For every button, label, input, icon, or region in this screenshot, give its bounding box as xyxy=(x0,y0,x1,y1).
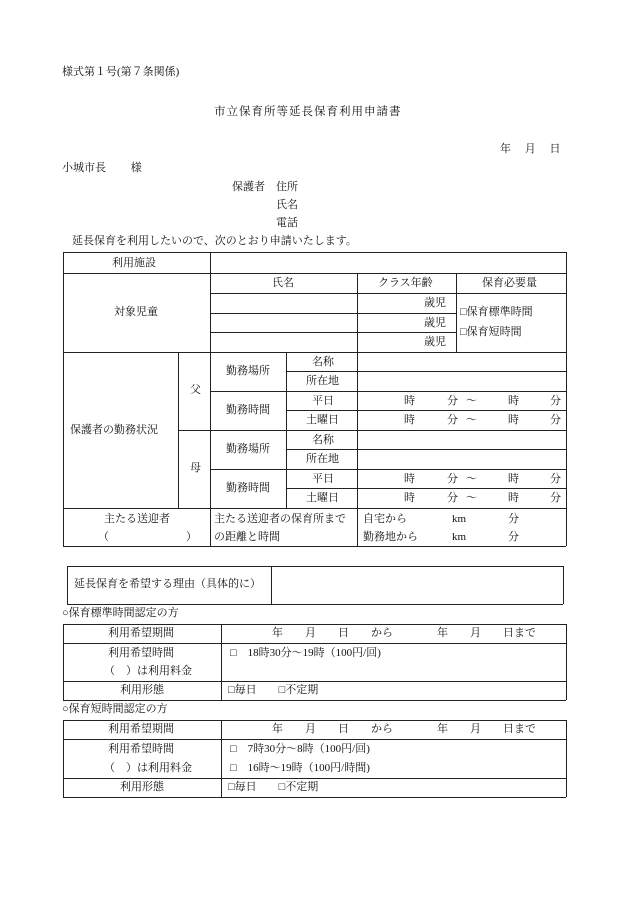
mother-saturday: 土曜日 xyxy=(306,492,339,504)
addressee: 小城市長 様 xyxy=(62,162,142,174)
child-label: 対象児童 xyxy=(114,306,158,318)
escort-paren: （ ） xyxy=(98,531,197,543)
short-time-label: 利用希望時間 xyxy=(108,743,174,755)
mother-hours-label: 勤務時間 xyxy=(226,482,270,494)
from-work: 勤務地から xyxy=(363,531,418,543)
mother-label: 母 xyxy=(190,462,201,474)
age-unit-1: 歳児 xyxy=(424,297,446,309)
work-status-label: 保護者の勤務状況 xyxy=(70,424,158,436)
facility-label: 利用施設 xyxy=(112,257,156,269)
escort-label: 主たる送迎者 xyxy=(104,513,170,525)
form-number: 様式第１号(第７条関係) xyxy=(62,66,180,78)
short-fee-label: （ ）は利用料金 xyxy=(104,762,192,774)
date-line: 年 月 日 xyxy=(500,143,561,155)
mother-weekday: 平日 xyxy=(312,473,334,485)
distance-label-1: 主たる送迎者の保育所まで xyxy=(214,513,346,525)
father-workplace-label: 勤務場所 xyxy=(226,365,270,377)
reason-label: 延長保育を希望する理由（具体的に） xyxy=(74,578,261,590)
short-option-1-checkbox[interactable]: □ 7時30分～8時（100円/回) xyxy=(230,743,370,755)
short-period-label: 利用希望期間 xyxy=(108,723,174,735)
name-label: 氏名 xyxy=(276,199,298,211)
guardian-label: 保護者 xyxy=(232,181,265,193)
document-title: 市立保育所等延長保育利用申請書 xyxy=(214,106,402,118)
from-home-km: km xyxy=(452,513,467,525)
standard-option-1-checkbox[interactable]: □ 18時30分～19時（100円/回) xyxy=(230,647,381,659)
distance-label-2: の距離と時間 xyxy=(214,531,280,543)
col-class-age: クラス年齢 xyxy=(378,277,433,289)
father-saturday: 土曜日 xyxy=(306,414,339,426)
intro-text: 延長保育を利用したいので、次のとおり申請いたします。 xyxy=(72,235,357,247)
address-label: 住所 xyxy=(276,181,298,193)
age-unit-3: 歳児 xyxy=(424,336,446,348)
age-unit-2: 歳児 xyxy=(424,317,446,329)
care-standard-checkbox[interactable]: □保育標準時間 xyxy=(460,306,533,318)
from-home: 自宅から xyxy=(363,513,407,525)
phone-label: 電話 xyxy=(276,217,298,229)
mother-wp-location: 所在地 xyxy=(306,453,339,465)
standard-form-label: 利用形態 xyxy=(120,684,164,696)
standard-fee-label: （ ）は利用料金 xyxy=(104,665,192,677)
mother-workplace-label: 勤務場所 xyxy=(226,443,270,455)
father-wp-location: 所在地 xyxy=(306,375,339,387)
short-form-label: 利用形態 xyxy=(120,781,164,793)
short-heading: ○保育短時間認定の方 xyxy=(62,703,168,715)
short-period-value: 年 月 日 から 年 月 日まで xyxy=(272,723,536,735)
father-wp-name: 名称 xyxy=(312,356,334,368)
father-label: 父 xyxy=(190,384,201,396)
from-home-minute: 分 xyxy=(508,513,519,525)
col-care-amount: 保育必要量 xyxy=(482,277,537,289)
care-short-checkbox[interactable]: □保育短時間 xyxy=(460,326,522,338)
father-hours-label: 勤務時間 xyxy=(226,404,270,416)
from-work-minute: 分 xyxy=(508,531,519,543)
col-name: 氏名 xyxy=(272,277,294,289)
father-weekday: 平日 xyxy=(312,395,334,407)
standard-heading: ○保育標準時間認定の方 xyxy=(62,607,179,619)
standard-period-value: 年 月 日 から 年 月 日まで xyxy=(272,627,536,639)
short-form-checkboxes[interactable]: □毎日 □不定期 xyxy=(228,781,319,793)
mother-wp-name: 名称 xyxy=(312,434,334,446)
short-option-2-checkbox[interactable]: □ 16時～19時（100円/時間) xyxy=(230,762,370,774)
standard-form-checkboxes[interactable]: □毎日 □不定期 xyxy=(228,684,319,696)
from-work-km: km xyxy=(452,531,467,543)
standard-time-label: 利用希望時間 xyxy=(108,647,174,659)
standard-period-label: 利用希望期間 xyxy=(108,627,174,639)
